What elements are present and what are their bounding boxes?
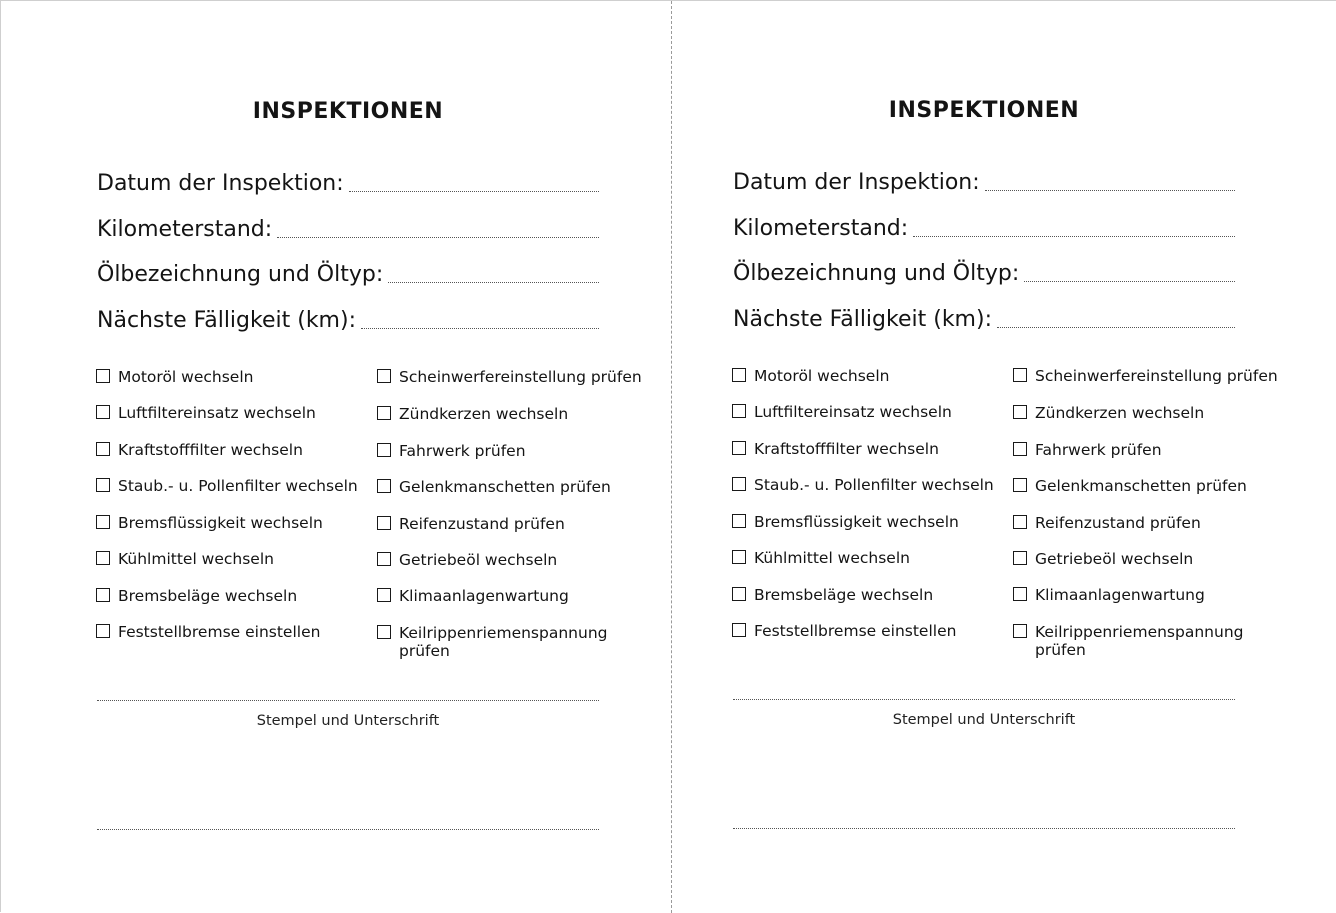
checklist-item-label: Zündkerzen wechseln	[399, 405, 569, 423]
oil-type-label: Ölbezeichnung und Öltyp:	[733, 261, 1020, 286]
checklist-item-label: Staub.- u. Pollenfilter wechseln	[118, 477, 358, 495]
checklist-item-label: Fahrwerk prüfen	[399, 442, 526, 460]
oil-type-field[interactable]	[97, 258, 599, 288]
mileage-fill-line[interactable]	[913, 235, 1235, 237]
checklist-item[interactable]	[377, 515, 644, 533]
checkbox[interactable]	[96, 624, 110, 638]
checklist-item-label: Klimaanlagenwartung	[399, 587, 569, 605]
checklist-item[interactable]	[1013, 550, 1280, 568]
checkbox[interactable]	[1013, 515, 1027, 529]
checkbox[interactable]	[377, 479, 391, 493]
checklist-item[interactable]	[732, 513, 959, 531]
checklist-item-label: Motoröl wechseln	[754, 367, 890, 385]
date-fill-line[interactable]	[985, 189, 1235, 191]
checkbox[interactable]	[1013, 368, 1027, 382]
checklist-item-label: Gelenkmanschetten prüfen	[1035, 477, 1247, 495]
checklist-item[interactable]	[1013, 623, 1280, 659]
checkbox[interactable]	[732, 477, 746, 491]
checklist-item-label: Fahrwerk prüfen	[1035, 441, 1162, 459]
checklist-item-label: Zündkerzen wechseln	[1035, 404, 1205, 422]
date-label: Datum der Inspektion:	[733, 170, 980, 195]
signature-line[interactable]	[733, 699, 1235, 700]
checklist-item[interactable]	[1013, 477, 1280, 495]
inspection-page-right	[637, 1, 1305, 913]
checkbox[interactable]	[732, 623, 746, 637]
checklist-item-label: Kühlmittel wechseln	[754, 549, 910, 567]
checkbox[interactable]	[96, 515, 110, 529]
checklist-item-label: Kraftstofffilter wechseln	[754, 440, 939, 458]
checkbox[interactable]	[732, 368, 746, 382]
checkbox[interactable]	[732, 550, 746, 564]
inspection-page-left	[1, 1, 669, 913]
checkbox[interactable]	[1013, 405, 1027, 419]
checklist-item-label: Bremsflüssigkeit wechseln	[118, 514, 323, 532]
checklist-item[interactable]	[1013, 367, 1280, 385]
checklist-item[interactable]	[96, 441, 303, 459]
mileage-label: Kilometerstand:	[733, 216, 909, 241]
signature-line[interactable]	[97, 700, 599, 701]
checkbox[interactable]	[377, 552, 391, 566]
checkbox[interactable]	[96, 369, 110, 383]
checkbox[interactable]	[1013, 442, 1027, 456]
checkbox[interactable]	[96, 588, 110, 602]
checklist-item[interactable]	[377, 478, 644, 496]
checkbox[interactable]	[732, 404, 746, 418]
checklist-item-label: Gelenkmanschetten prüfen	[399, 478, 611, 496]
date-fill-line[interactable]	[349, 190, 599, 192]
checklist-item[interactable]	[1013, 441, 1280, 459]
checklist-item[interactable]	[96, 550, 274, 568]
next-due-fill-line[interactable]	[361, 327, 599, 329]
checklist-item[interactable]	[1013, 586, 1280, 604]
checklist-item[interactable]	[1013, 404, 1280, 422]
checklist-item-label: Bremsbeläge wechseln	[754, 586, 934, 604]
checkbox[interactable]	[96, 405, 110, 419]
date-field[interactable]	[733, 166, 1235, 196]
oil-type-label: Ölbezeichnung und Öltyp:	[97, 262, 384, 287]
checkbox[interactable]	[1013, 587, 1027, 601]
checklist-item[interactable]	[96, 368, 253, 386]
mileage-fill-line[interactable]	[277, 236, 599, 238]
signature-bottom-line[interactable]	[733, 828, 1235, 829]
checklist-item[interactable]	[96, 477, 358, 495]
next-due-field[interactable]	[733, 303, 1235, 333]
checklist-item[interactable]	[377, 368, 644, 386]
checkbox[interactable]	[377, 625, 391, 639]
checkbox[interactable]	[96, 478, 110, 492]
checklist-item-label: Reifenzustand prüfen	[1035, 514, 1201, 532]
checkbox[interactable]	[377, 406, 391, 420]
next-due-field[interactable]	[97, 304, 599, 334]
mileage-label: Kilometerstand:	[97, 217, 273, 242]
checklist-item-label: Kühlmittel wechseln	[118, 550, 274, 568]
checklist-item-label: Feststellbremse einstellen	[754, 622, 957, 640]
checkbox[interactable]	[732, 587, 746, 601]
checklist-item-label: Getriebeöl wechseln	[399, 551, 558, 569]
next-due-label: Nächste Fälligkeit (km):	[97, 308, 356, 333]
checkbox[interactable]	[96, 442, 110, 456]
checklist-item[interactable]	[96, 587, 297, 605]
checklist-item[interactable]	[377, 405, 644, 423]
mileage-field[interactable]	[97, 213, 599, 243]
page-title: INSPEKTIONEN	[252, 99, 444, 124]
checklist-item[interactable]	[377, 624, 644, 660]
checklist-item-label: Bremsflüssigkeit wechseln	[754, 513, 959, 531]
mileage-field[interactable]	[733, 212, 1235, 242]
checklist-item-label: Luftfiltereinsatz wechseln	[118, 404, 316, 422]
checkbox[interactable]	[732, 514, 746, 528]
checklist-item[interactable]	[732, 549, 910, 567]
checklist-item-label: Kraftstofffilter wechseln	[118, 441, 303, 459]
checklist-item[interactable]	[732, 476, 994, 494]
oil-type-fill-line[interactable]	[1024, 280, 1235, 282]
checklist-item-label: Klimaanlagenwartung	[1035, 586, 1205, 604]
checklist-item-label: Staub.- u. Pollenfilter wechseln	[754, 476, 994, 494]
checklist-item[interactable]	[732, 367, 889, 385]
next-due-label: Nächste Fälligkeit (km):	[733, 307, 992, 332]
checkbox[interactable]	[377, 588, 391, 602]
checklist-item[interactable]	[96, 514, 323, 532]
signature-caption: Stempel und Unterschrift	[892, 712, 1076, 728]
date-field[interactable]	[97, 167, 599, 197]
signature-bottom-line[interactable]	[97, 829, 599, 830]
oil-type-field[interactable]	[733, 257, 1235, 287]
checklist-item-label: Keilrippenriemenspannung prüfen	[399, 624, 608, 660]
checklist-item[interactable]	[1013, 514, 1280, 532]
next-due-fill-line[interactable]	[997, 326, 1235, 328]
checklist-item-label: Bremsbeläge wechseln	[118, 587, 298, 605]
checklist-item-label: Keilrippenriemenspannung prüfen	[1035, 623, 1244, 659]
date-label: Datum der Inspektion:	[97, 171, 344, 196]
page-title: INSPEKTIONEN	[888, 98, 1080, 123]
checklist-item[interactable]	[377, 551, 644, 569]
checklist-item[interactable]	[732, 403, 952, 421]
checkbox[interactable]	[1013, 551, 1027, 565]
checklist-item[interactable]	[96, 404, 316, 422]
checklist-item[interactable]	[732, 440, 939, 458]
checklist-item[interactable]	[377, 587, 644, 605]
checklist-item-label: Luftfiltereinsatz wechseln	[754, 403, 952, 421]
checkbox[interactable]	[96, 551, 110, 565]
checkbox[interactable]	[377, 516, 391, 530]
checklist-item-label: Motoröl wechseln	[118, 368, 254, 386]
checkbox[interactable]	[377, 369, 391, 383]
checkbox[interactable]	[732, 441, 746, 455]
checklist-item[interactable]	[732, 622, 956, 640]
oil-type-fill-line[interactable]	[388, 281, 599, 283]
checklist-item[interactable]	[96, 623, 320, 641]
checklist-item[interactable]	[377, 442, 644, 460]
checkbox[interactable]	[1013, 478, 1027, 492]
signature-caption: Stempel und Unterschrift	[256, 713, 440, 729]
checkbox[interactable]	[377, 443, 391, 457]
checklist-item-label: Getriebeöl wechseln	[1035, 550, 1194, 568]
checklist-item-label: Reifenzustand prüfen	[399, 515, 565, 533]
checklist-item[interactable]	[732, 586, 933, 604]
checklist-item-label: Scheinwerfereinstellung prüfen	[1035, 367, 1278, 385]
checklist-item-label: Scheinwerfereinstellung prüfen	[399, 368, 642, 386]
checkbox[interactable]	[1013, 624, 1027, 638]
checklist-item-label: Feststellbremse einstellen	[118, 623, 321, 641]
